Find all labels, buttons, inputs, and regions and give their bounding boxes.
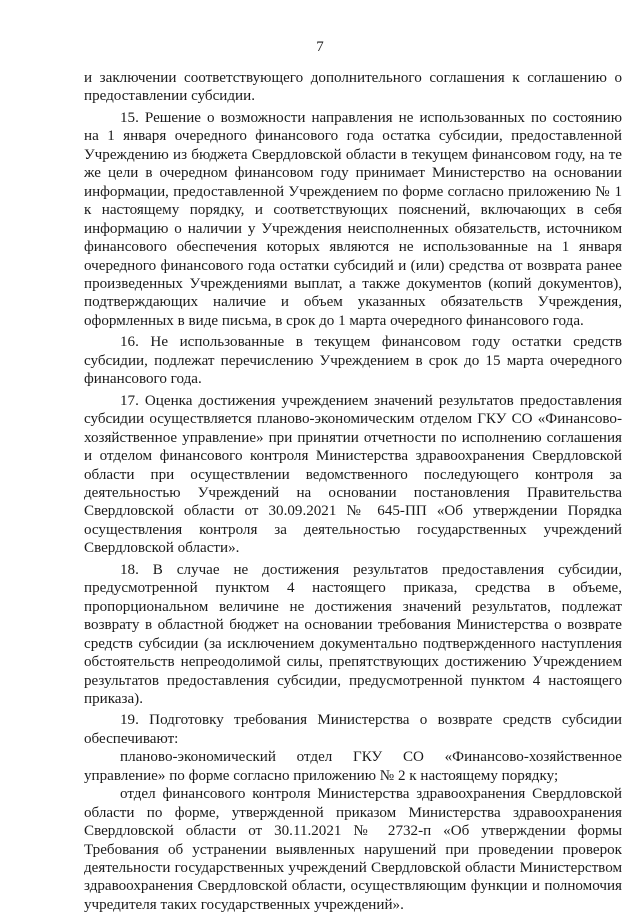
paragraph-continuation: и заключении соответствующего дополнительного соглашения к соглашению о предоставлении субсидии. xyxy=(84,70,622,105)
paragraph-15: 15. Решение о возможности направления не использованных по состоянию на 1 января очередного финансового года остатка субсидии, предоставленной Учреждению из бюджета Свердловской области в текущем финансовом году, на те же цели в очередном финансовом году принимает Министерство на основании информации, предоставленной Учреждением по форме согласно приложению № 1 к настоящему порядку, и соответствующих пояснений, включающих в себя информацию о наличии у Учреждения неисполненных обязательств, источником финансового обеспечения которых являются не использованные на 1 января очередного финансового года остатки субсидий и (или) средства от возврата ранее произведенных Учреждениями выплат, а также документов (копий документов), подтверждающих наличие и объем указанных обязательств Учреждения, оформленных в виде письма, в срок до 1 марта очередного финансового года. xyxy=(84,109,622,329)
paragraph-19-item-1: планово-экономический отдел ГКУ СО «Финансово-хозяйственное управление» по форме согласно приложению № 2 к настоящему порядку; xyxy=(84,749,622,784)
page-number: 7 xyxy=(316,39,324,55)
paragraph-16: 16. Не использованные в текущем финансовом году остатки средств субсидии, подлежат перечислению Учреждением в срок до 15 марта очередного финансового года. xyxy=(84,334,622,388)
paragraph-18: 18. В случае не достижения результатов предоставления субсидии, предусмотренной пунктом 4 настоящего приказа, средства в объеме, пропорциональном величине не достижения значений результатов, подлежат возврату в областной бюджет на основании требования Министерства о возврате средств субсидии (за исключением документально подтвержденного наступления обстоятельств непреодолимой силы, препятствующих достижению Учреждением результатов предоставления субсидии, предусмотренной пунктом 4 настоящего приказа). xyxy=(84,561,622,707)
document-body xyxy=(84,69,622,914)
paragraph-17: 17. Оценка достижения учреждением значений результатов предоставления субсидии осуществляется планово-экономическим отделом ГКУ СО «Финансово-хозяйственное управление» при принятии отчетности по исполнению соглашения и отделом финансового контроля Министерства здравоохранения Свердловской области при осуществлении ведомственного последующего контроля за деятельностью Учреждений на основании постановления Правительства Свердловской области от 30.09.2021 № 645-ПП «Об утверждении Порядка осуществления контроля за деятельностью государственных учреждений Свердловской области». xyxy=(84,392,622,557)
paragraph-19-item-2: отдел финансового контроля Министерства здравоохранения Свердловской области по форме, утвержденной приказом Министерства здравоохранения Свердловской области от 30.11.2021 № 2732-п «Об утверждении формы Требования об устранении выявленных нарушений при проведении проверок деятельности государственных учреждений Свердловской области Министерством здравоохранения Свердловской области, осуществляющим функции и полномочия учредителя таких государственных учреждений». xyxy=(84,786,622,913)
paragraph-19: 19. Подготовку требования Министерства о возврате средств субсидии обеспечивают: xyxy=(84,712,622,747)
